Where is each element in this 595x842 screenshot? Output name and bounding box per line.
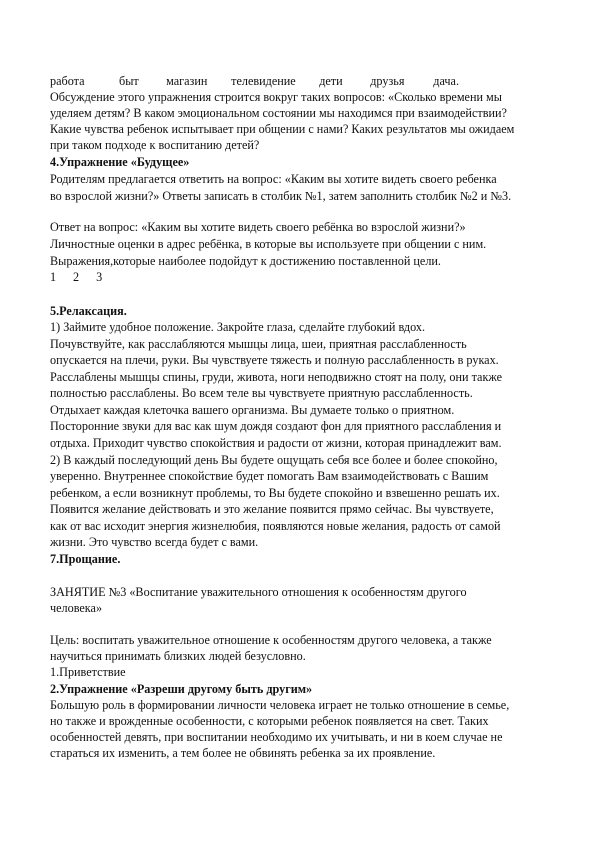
word-children: дети	[319, 74, 343, 88]
paragraph-line: Родителям предлагается ответить на вопрос: «Каким вы хотите видеть своего ребенка	[50, 172, 497, 186]
word-tv: телевидение	[231, 74, 296, 88]
paragraph-line: уверенно. Внутреннее спокойствие будет помогать Вам взаимодействовать с Вашим	[50, 469, 489, 483]
word-dacha: дача.	[433, 74, 459, 88]
paragraph-line: полностью расслаблены. Во всем теле вы чувствуете приятную расслабленность.	[50, 386, 473, 400]
paragraph-line: но также и врожденные особенности, с которыми ребенок появляется на свет. Таких	[50, 714, 489, 728]
paragraph-line: Посторонние звуки для вас как шум дождя создают фон для приятного расслабления и	[50, 419, 502, 433]
paragraph-line: Выражения,которые наиболее подойдут к достижению поставленной цели.	[50, 254, 441, 268]
activities-word-row	[50, 73, 459, 89]
column-number: 1	[50, 270, 57, 284]
greeting-item: 1.Приветствие	[50, 665, 126, 679]
word-friends: друзья	[370, 74, 405, 88]
paragraph-line: Отдыхает каждая клеточка вашего организма. Вы думаете только о приятном.	[50, 403, 455, 417]
section-heading-relaxation: 5.Релаксация.	[50, 304, 127, 318]
word-shop: магазин	[166, 74, 208, 88]
column-number: 3	[96, 270, 103, 284]
paragraph-line: опускается на плечи, руки. Вы чувствуете тяжесть и полную расслабленность в руках.	[50, 353, 499, 367]
paragraph-line: Цель: воспитать уважительное отношение к особенностям другого человека, а также	[50, 633, 492, 647]
paragraph-line: особенностей девять, при воспитании необходимо их учитывать, и ни в коем случае не	[50, 730, 503, 744]
section-heading-farewell: 7.Прощание.	[50, 552, 121, 566]
paragraph-line: Расслаблены мышцы спины, груди, живота, ноги неподвижно стоят на полу, они также	[50, 370, 503, 384]
paragraph-line: Обсуждение этого упражнения строится вокруг таких вопросов: «Сколько времени мы	[50, 90, 502, 104]
paragraph-line: как от вас исходит энергия жизнелюбия, появляются новые желания, радость от самой	[50, 519, 501, 533]
paragraph-line: ребенком, а если возникнут проблемы, то Вы будете спокойно и взвешенно решать их.	[50, 486, 500, 500]
paragraph-line: жизни. Это чувство всегда будет с вами.	[50, 535, 259, 549]
column-numbers	[50, 269, 102, 285]
section-heading-exercise: 2.Упражнение «Разреши другому быть другим»	[50, 682, 313, 696]
paragraph-line: Большую роль в формировании личности человека играет не только отношение в семье,	[50, 698, 510, 712]
paragraph-line: Появится желание действовать и это желание появится прямо сейчас. Вы чувствуете,	[50, 502, 494, 516]
word-work: работа	[50, 74, 85, 88]
paragraph-line: 2) В каждый последующий день Вы будете ощущать себя все более и более спокойно,	[50, 453, 498, 467]
paragraph-line: Какие чувства ребенок испытывает при общении с нами? Каких результатов мы ожидаем	[50, 122, 515, 136]
word-household: быт	[119, 74, 139, 88]
paragraph-line: Ответ на вопрос: «Каким вы хотите видеть своего ребёнка во взрослой жизни?»	[50, 220, 466, 234]
paragraph-line: стараться их изменить, а тем более не обвинять ребенка за их проявление.	[50, 746, 436, 760]
paragraph-line: научиться принимать близких людей безусловно.	[50, 649, 306, 663]
lesson-title: ЗАНЯТИЕ №3 «Воспитание уважительного отношения к особенностям другого	[50, 585, 467, 599]
paragraph-line: 1) Займите удобное положение. Закройте глаза, сделайте глубокий вдох.	[50, 320, 426, 334]
lesson-title-continued: человека»	[50, 601, 103, 615]
paragraph-line: Почувствуйте, как расслабляются мышцы лица, шеи, приятная расслабленность	[50, 337, 467, 351]
paragraph-line: во взрослой жизни?» Ответы записать в столбик №1, затем заполнить столбик №2 и №3.	[50, 189, 512, 203]
paragraph-line: Личностные оценки в адрес ребёнка, в которые вы используете при общении с ним.	[50, 237, 487, 251]
section-heading-future: 4.Упражнение «Будущее»	[50, 155, 190, 169]
column-number: 2	[73, 270, 80, 284]
paragraph-line: при таком подходе к воспитанию детей?	[50, 138, 260, 152]
paragraph-line: отдыха. Приходит чувство спокойствия и радости от жизни, которая принадлежит вам.	[50, 436, 502, 450]
paragraph-line: уделяем детям? В каком эмоциональном состоянии мы находимся при взаимодействии?	[50, 106, 507, 120]
